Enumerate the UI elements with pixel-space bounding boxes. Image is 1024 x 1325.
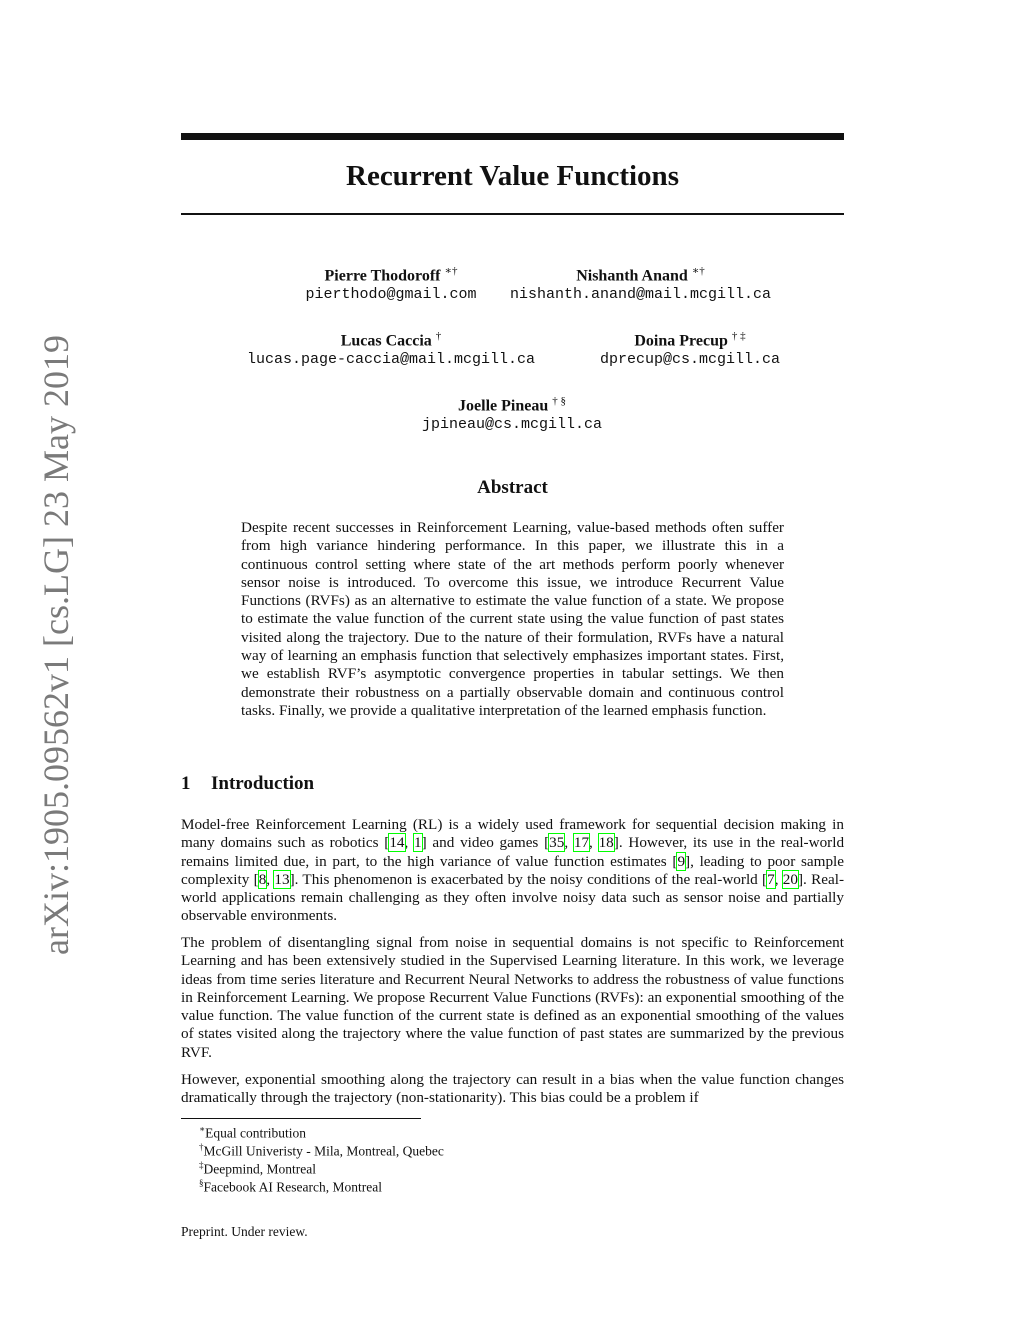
author-name: Nishanth Anand — [576, 267, 688, 285]
author-name: Pierre Thodoroff — [324, 267, 441, 285]
author-block — [540, 327, 840, 369]
arxiv-identifier: arXiv:1905.09562v1 [cs.LG] 23 May 2019 — [36, 335, 76, 955]
citation-link[interactable]: 8 — [258, 870, 267, 888]
footnote-mark: § — [199, 1178, 204, 1188]
citation-link[interactable]: 1 — [414, 834, 422, 852]
author-email[interactable]: dprecup@cs.mcgill.ca — [599, 351, 781, 369]
abstract-text: Despite recent successes in Reinforcement Learning, value-based methods often suffer from high variance hindering performance. In this paper, we illustrate this in a continuous control setting where state of the art methods perform poorly whenever sensor noise is introduced. To overcome this issue, we introduce Recurrent Value Functions (RVFs) as an alternative to estimate the value function of a state. We propose to estimate the value function of the current state using the value function of past states visited along the trajectory. Due to the nature of their formulation, RVFs have a natural way of learning an emphasis function that selectively emphasizes important states. First, we establish RVF’s asymptotic convergence properties in tabular settings. We then demonstrate their robustness on a partially observable domain and continuous control tasks. Finally, we provide a qualitative interpretation of the learned emphasis function. — [241, 519, 784, 719]
citation-link[interactable]: 17 — [573, 834, 590, 852]
footnote-mark: † — [199, 1142, 204, 1152]
citation-link[interactable]: 20 — [782, 870, 798, 888]
footnote-text: McGill Univeristy - Mila, Montreal, Quebec — [203, 1143, 444, 1159]
citation-link[interactable]: 7 — [767, 870, 775, 888]
author-email[interactable]: pierthodo@gmail.com — [305, 286, 477, 304]
citation-link[interactable]: 13 — [274, 870, 290, 888]
author-affiliation-marks: † — [435, 330, 442, 342]
title-top-rule — [181, 133, 844, 140]
author-email[interactable]: jpineau@cs.mcgill.ca — [421, 416, 603, 434]
author-affiliation-marks: † § — [552, 395, 566, 407]
footnote-rule — [181, 1118, 421, 1119]
author-affiliation-marks: ∗† — [444, 265, 458, 277]
intro-paragraph-3: However, exponential smoothing along the trajectory can result in a bias when the value function changes dramatically through the trajectory (non-stationarity). This bias could be a problem if — [181, 1071, 844, 1107]
paper-title: Recurrent Value Functions — [346, 160, 679, 192]
author-name: Lucas Caccia — [340, 332, 432, 350]
citation-link[interactable]: 14 — [389, 834, 405, 852]
citation-link[interactable]: 35 — [549, 834, 565, 852]
footnote-mark: ‡ — [199, 1160, 204, 1170]
footnote-text: Equal contribution — [205, 1125, 306, 1141]
author-block — [221, 327, 561, 369]
section-number: 1 — [181, 773, 191, 794]
author-affiliation-marks: † ‡ — [731, 330, 746, 342]
author-affiliation-marks: ∗† — [691, 265, 705, 277]
section-heading-introduction — [181, 773, 314, 795]
section-title: Introduction — [211, 773, 315, 794]
footnote-text: Deepmind, Montreal — [203, 1161, 316, 1177]
citation-link[interactable]: 18 — [598, 834, 614, 852]
citation-link[interactable]: 9 — [677, 852, 686, 870]
author-name: Joelle Pineau — [458, 397, 549, 415]
intro-paragraph-2: The problem of disentangling signal from noise in sequential domains is not specific to Reinforcement Learning and has been extensively studied in the Supervised Learning literature. In this work, we leverage ideas from time series literature and Recurrent Neural Networks to address the robustness of value functions in Reinforcement Learning. We propose Recurrent Value Functions (RVFs): an exponential smoothing of the value function. The value function of the current state is defined as an exponential smoothing of the values of states visited along the trajectory where the value function of past states are summarized by the previous RVF. — [181, 934, 844, 1061]
author-block — [362, 392, 662, 434]
footnote-mark: ∗ — [199, 1124, 206, 1134]
author-block — [488, 262, 793, 304]
abstract-heading: Abstract — [477, 477, 548, 498]
intro-paragraph-1: Model-free Reinforcement Learning (RL) is a widely used framework for sequential decision making in many domains such as robotics [14, 1] and video games [35, 17, 18]. However, its use in the real-world remains limited due, in part, to the high variance of value function estimates [9], leading to poor sample complexity [8, 13]. This phenomenon is exacerbated by the noisy conditions of the real-world [7, 20]. Real-world applications remain challenging as they often involve noisy data such as sensor noise and partially observable environments. — [181, 816, 845, 925]
author-email[interactable]: lucas.page-caccia@mail.mcgill.ca — [246, 351, 536, 369]
footnote-text: Facebook AI Research, Montreal — [203, 1179, 382, 1195]
preprint-note: Preprint. Under review. — [181, 1224, 308, 1239]
footnote — [199, 1175, 382, 1196]
title-bottom-rule — [181, 213, 844, 215]
author-email[interactable]: nishanth.anand@mail.mcgill.ca — [509, 286, 772, 304]
author-name: Doina Precup — [634, 332, 728, 350]
